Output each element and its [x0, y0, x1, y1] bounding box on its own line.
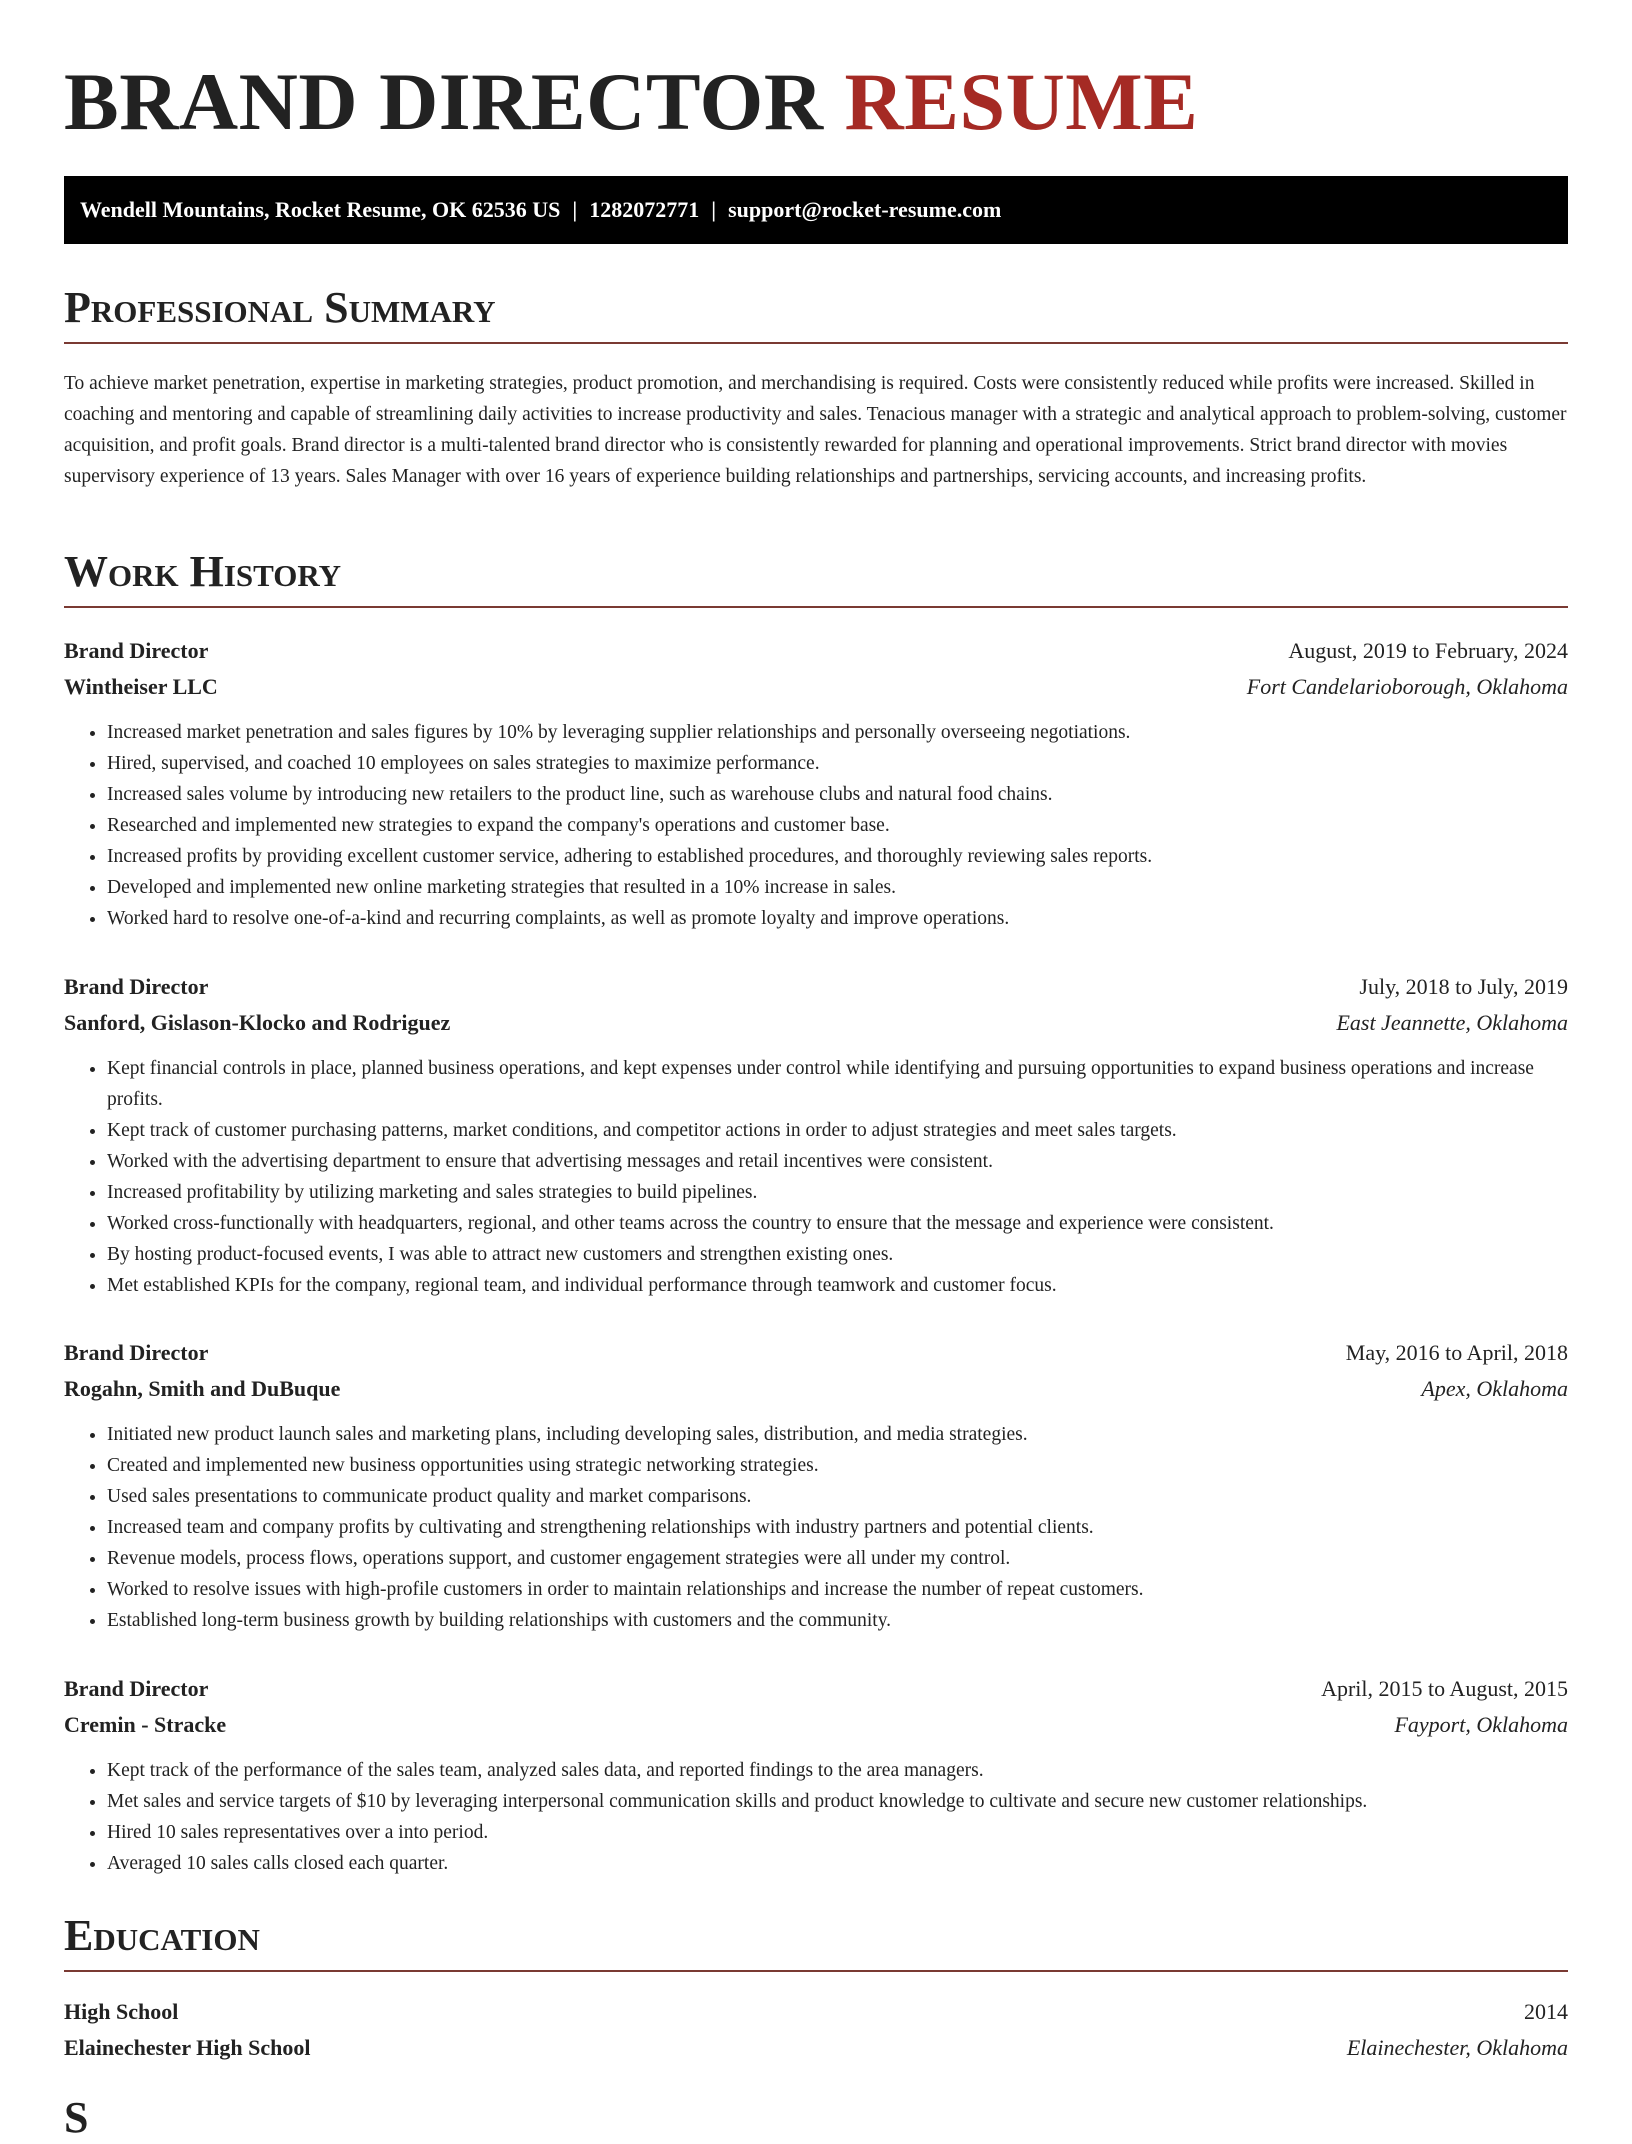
- job-bullet: • Kept track of the performance of the sales team, analyzed sales data, and reported findings to the area managers.: [107, 1755, 1568, 1786]
- resume-title: [64, 56, 1198, 148]
- job-bullet: • Increased market penetration and sales figures by 10% by leveraging supplier relationships and personally overseeing negotiations.: [107, 717, 1568, 748]
- next-section-heading: S: [64, 2093, 89, 2142]
- job-entry: [64, 1671, 1568, 1879]
- job-title: Brand Director: [64, 1676, 209, 1701]
- job-bullet: • Developed and implemented new online marketing strategies that resulted in a 10% increase in sales.: [107, 872, 1568, 903]
- job-bullet: • Used sales presentations to communicate product quality and market comparisons.: [107, 1481, 1568, 1512]
- title-main: BRAND DIRECTOR: [64, 56, 824, 147]
- job-bullet: • Worked hard to resolve one-of-a-kind and recurring complaints, as well as promote loyalty and improve operations.: [107, 903, 1568, 934]
- job-bullet: • Increased profits by providing excellent customer service, adhering to established procedures, and thoroughly reviewing sales reports.: [107, 841, 1568, 872]
- education-degree: High School: [64, 1999, 179, 2024]
- job-bullet: • Hired 10 sales representatives over a into period.: [107, 1817, 1568, 1848]
- job-location: Apex, Oklahoma: [1421, 1376, 1568, 1401]
- job-location: Fort Candelarioborough, Oklahoma: [1246, 674, 1568, 699]
- job-dates: April, 2015 to August, 2015: [1321, 1676, 1568, 1701]
- job-entry: [64, 969, 1568, 1301]
- job-dates: August, 2019 to February, 2024: [1288, 638, 1568, 663]
- education-entry: [64, 1994, 1568, 2066]
- job-bullets: [64, 1053, 1568, 1301]
- education-school: Elainechester High School: [64, 2035, 311, 2060]
- job-bullet: • Met sales and service targets of $10 by leveraging interpersonal communication skills and product knowledge to cultivate and secure new customer relationships.: [107, 1786, 1568, 1817]
- job-bullets: [64, 1755, 1568, 1879]
- job-bullet: • Revenue models, process flows, operations support, and customer engagement strategies were all under my control.: [107, 1543, 1568, 1574]
- job-bullet: • Increased sales volume by introducing new retailers to the product line, such as warehouse clubs and natural food chains.: [107, 779, 1568, 810]
- contact-bar: [64, 176, 1568, 244]
- job-bullet: • Researched and implemented new strategies to expand the company's operations and customer base.: [107, 810, 1568, 841]
- job-location: Fayport, Oklahoma: [1394, 1712, 1568, 1737]
- summary-text: To achieve market penetration, expertise in marketing strategies, product promotion, and merchandising is required. Costs were consistently reduced while profits were increased. Skilled in coaching and mentoring and capable of streamlining daily activities to increase productivity and sales. Tenacious manager with a strategic and analytical approach to problem-solving, customer acquisition, and profit goals. Brand director is a multi-talented brand director who is consistently rewarded for planning and operational improvements. Strict brand director with movies supervisory experience of 13 years. Sales Manager with over 16 years of experience building relationships and partnerships, servicing accounts, and increasing profits.: [64, 373, 1567, 487]
- job-company: Wintheiser LLC: [64, 674, 218, 699]
- job-bullets: [64, 1419, 1568, 1636]
- job-title: Brand Director: [64, 974, 209, 999]
- job-dates: May, 2016 to April, 2018: [1345, 1340, 1568, 1365]
- contact-address: Wendell Mountains, Rocket Resume, OK 62536 US: [80, 197, 561, 222]
- job-bullet: • Hired, supervised, and coached 10 employees on sales strategies to maximize performance.: [107, 748, 1568, 779]
- job-bullets: [64, 717, 1568, 934]
- job-entry: [64, 1335, 1568, 1636]
- education-heading: Education: [64, 1910, 1568, 1972]
- education-location: Elainechester, Oklahoma: [1346, 2035, 1568, 2060]
- job-company: Cremin - Stracke: [64, 1712, 227, 1737]
- job-dates: July, 2018 to July, 2019: [1359, 974, 1568, 999]
- contact-separator: |: [572, 197, 578, 222]
- job-bullet: • Met established KPIs for the company, regional team, and individual performance through teamwork and customer focus.: [107, 1270, 1568, 1301]
- job-location: East Jeannette, Oklahoma: [1336, 1010, 1568, 1035]
- job-bullet: • Initiated new product launch sales and marketing plans, including developing sales, distribution, and media strategies.: [107, 1419, 1568, 1450]
- job-bullet: • Worked to resolve issues with high-profile customers in order to maintain relationships and increase the number of repeat customers.: [107, 1574, 1568, 1605]
- job-bullet: • By hosting product-focused events, I was able to attract new customers and strengthen existing ones.: [107, 1239, 1568, 1270]
- job-bullet: • Created and implemented new business opportunities using strategic networking strategies.: [107, 1450, 1568, 1481]
- job-title: Brand Director: [64, 1340, 209, 1365]
- contact-separator: |: [711, 197, 717, 222]
- job-company: Sanford, Gislason-Klocko and Rodriguez: [64, 1010, 451, 1035]
- job-bullet: • Worked cross-functionally with headquarters, regional, and other teams across the country to ensure that the message and experience were consistent.: [107, 1208, 1568, 1239]
- summary-heading: Professional Summary: [64, 282, 1568, 344]
- job-bullet: • Averaged 10 sales calls closed each quarter.: [107, 1848, 1568, 1879]
- job-bullet: • Established long-term business growth by building relationships with customers and the community.: [107, 1605, 1568, 1636]
- job-bullet: • Kept track of customer purchasing patterns, market conditions, and competitor actions in order to adjust strategies and meet sales targets.: [107, 1115, 1568, 1146]
- education-year: 2014: [1524, 1999, 1568, 2024]
- job-title: Brand Director: [64, 638, 209, 663]
- job-company: Rogahn, Smith and DuBuque: [64, 1376, 341, 1401]
- work-history-heading: Work History: [64, 546, 1568, 608]
- contact-phone: 1282072771: [589, 197, 700, 222]
- job-bullet: • Increased profitability by utilizing marketing and sales strategies to build pipelines.: [107, 1177, 1568, 1208]
- contact-email: support@rocket-resume.com: [728, 197, 1002, 222]
- title-accent: RESUME: [844, 56, 1199, 147]
- job-bullet: • Kept financial controls in place, planned business operations, and kept expenses under control while identifying and pursuing opportunities to expand business operations and increase profits.: [107, 1053, 1568, 1115]
- job-bullet: • Increased team and company profits by cultivating and strengthening relationships with industry partners and potential clients.: [107, 1512, 1568, 1543]
- job-bullet: • Worked with the advertising department to ensure that advertising messages and retail incentives were consistent.: [107, 1146, 1568, 1177]
- job-entry: [64, 633, 1568, 934]
